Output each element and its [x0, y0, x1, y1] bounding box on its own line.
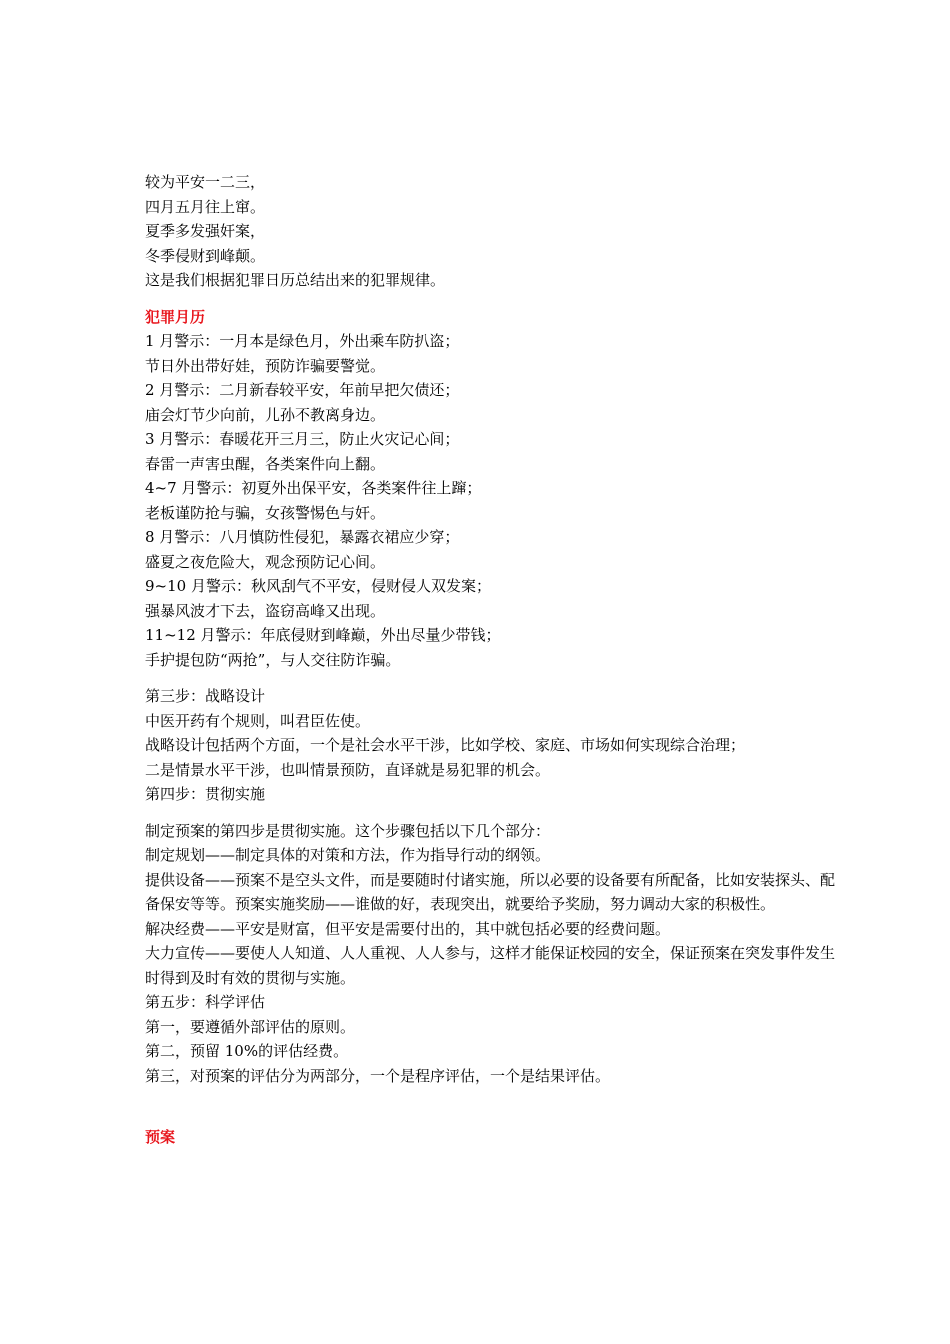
- step3-line: 二是情景水平干涉，也叫情景预防，直译就是易犯罪的机会。: [145, 760, 551, 779]
- intro-section: [145, 170, 835, 293]
- step3-section: [145, 684, 835, 807]
- intro-line: 四月五月往上窜。: [145, 197, 266, 216]
- step4-paragraph: 大力宣传——要使人人知道、人人重视、人人参与，这样才能保证校园的安全，保证预案在突发事件发生时得到及时有效的贯彻与实施。: [145, 944, 836, 987]
- calendar-line: 1 月警示：一月本是绿色月，外出乘车防扒盗；: [145, 332, 460, 350]
- calendar-line: 4~7 月警示：初夏外出保平安，各类案件往上蹿；: [145, 479, 482, 497]
- calendar-line: 9~10 月警示：秋风刮气不平安，侵财侵人双发案；: [145, 577, 491, 595]
- calendar-section: [145, 305, 835, 673]
- calendar-line: 春雷一声害虫醒，各类案件向上翻。: [145, 454, 386, 473]
- calendar-line: 3 月警示：春暖花开三月三，防止火灾记心间；: [145, 430, 460, 448]
- calendar-line: 节日外出带好娃，预防诈骗要警觉。: [145, 356, 386, 375]
- step4-title: 第四步：贯彻实施: [145, 785, 266, 803]
- step3-line: 战略设计包括两个方面，一个是社会水平干涉，比如学校、家庭、市场如何实现综合治理；: [145, 736, 746, 754]
- step5-title: 第五步：科学评估: [145, 993, 266, 1011]
- calendar-line: 强暴风波才下去，盗窃高峰又出现。: [145, 601, 386, 620]
- intro-line: 较为平安一二三，: [145, 173, 266, 191]
- calendar-line: 老板谨防抢与骗，女孩警惕色与奸。: [145, 503, 386, 522]
- step3-title: 第三步：战略设计: [145, 687, 266, 705]
- document-body: [145, 170, 835, 1150]
- intro-line: 夏季多发强奸案，: [145, 222, 266, 240]
- calendar-line: 手护提包防“两抢”，与人交往防诈骗。: [145, 650, 401, 669]
- calendar-line: 8 月警示：八月慎防性侵犯，暴露衣裙应少穿；: [145, 528, 460, 546]
- step4-paragraph: 提供设备——预案不是空头文件，而是要随时付诸实施，所以必要的设备要有所配备，比如安装探头、配备保安等等。预案实施奖励——谁做的好，表现突出，就要给予奖励，努力调动大家的积极性。: [145, 870, 836, 913]
- step5-line: 第一，要遵循外部评估的原则。: [145, 1017, 356, 1036]
- step3-line: 中医开药有个规则，叫君臣佐使。: [145, 711, 371, 730]
- calendar-line: 庙会灯节少向前，儿孙不教离身边。: [145, 405, 386, 424]
- step4-line: 制定规划——制定具体的对策和方法，作为指导行动的纲领。: [145, 846, 551, 864]
- calendar-line: 盛夏之夜危险大，观念预防记心间。: [145, 552, 386, 571]
- calendar-heading: 犯罪月历: [145, 307, 206, 326]
- intro-line: 冬季侵财到峰颠。: [145, 246, 266, 265]
- final-heading: 预案: [145, 1128, 176, 1146]
- step4-section: [145, 819, 835, 1089]
- step4-line: 制定预案的第四步是贯彻实施。这个步骤包括以下几个部分：: [145, 821, 551, 840]
- step4-line: 解决经费——平安是财富，但平安是需要付出的，其中就包括必要的经费问题。: [145, 919, 671, 938]
- calendar-line: 2 月警示：二月新春较平安，年前早把欠债还；: [145, 381, 460, 399]
- step5-line: 第二，预留 10%的评估经费。: [145, 1042, 349, 1060]
- calendar-line: 11~12 月警示：年底侵财到峰巅，外出尽量少带钱；: [145, 626, 501, 644]
- step5-line: 第三，对预案的评估分为两部分，一个是程序评估，一个是结果评估。: [145, 1066, 611, 1085]
- intro-line: 这是我们根据犯罪日历总结出来的犯罪规律。: [145, 271, 446, 289]
